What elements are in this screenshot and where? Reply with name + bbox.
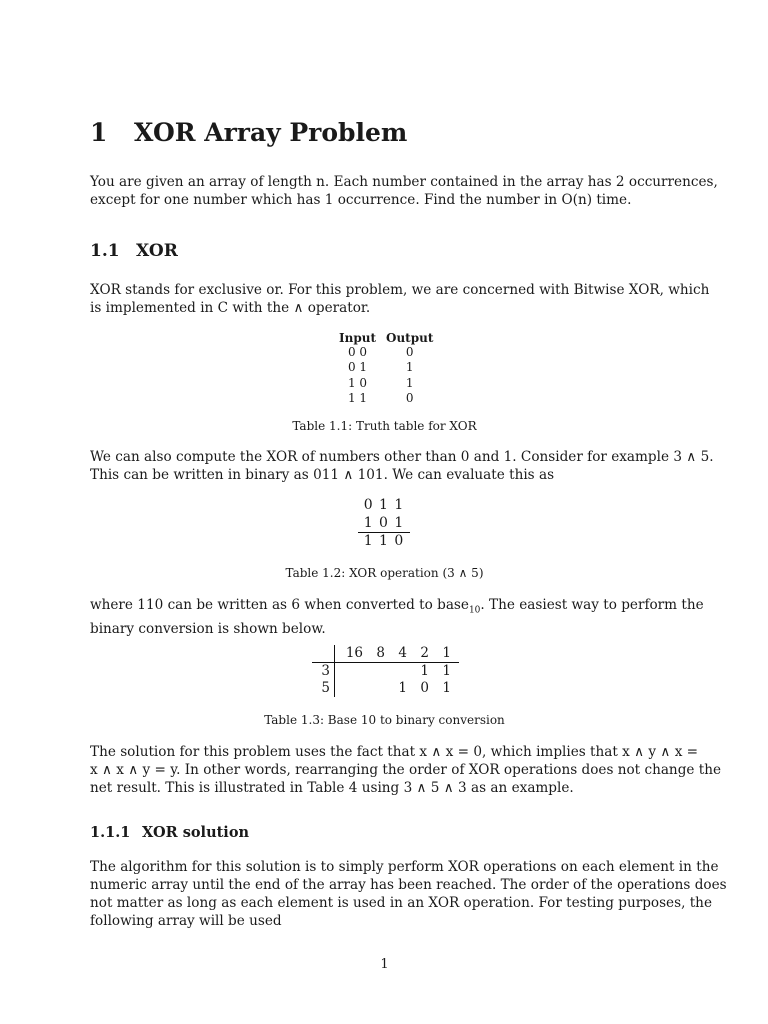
binary-table-cell bbox=[387, 663, 409, 681]
xor-operand-2: 1 0 1 bbox=[363, 515, 405, 531]
section-heading bbox=[90, 118, 407, 147]
solution-line-3: net result. This is illustrated in Table 4 using 3 ∧ 5 ∧ 3 as an example. bbox=[90, 780, 574, 796]
truth-table-header-input: Input bbox=[339, 331, 376, 345]
subsubsection-number: 1.1.1 bbox=[90, 824, 131, 841]
binary-table-cell: 1 bbox=[420, 663, 429, 679]
subsection-number: 1.1 bbox=[90, 241, 120, 261]
conversion-text-a: where 110 can be written as 6 when converted to base bbox=[90, 597, 469, 613]
solution-paragraph bbox=[90, 743, 722, 797]
solution-line-2: x ∧ x ∧ y = y. In other words, rearranging the order of XOR operations does not change the bbox=[90, 762, 722, 778]
algorithm-line-4: following array will be used bbox=[90, 913, 282, 929]
binary-conversion-table bbox=[312, 645, 459, 697]
binary-table-row-label: 3 bbox=[312, 663, 335, 681]
conversion-line-2: binary conversion is shown below. bbox=[90, 620, 326, 637]
conversion-subscript: 10 bbox=[468, 605, 481, 616]
binary-table-header: 1 bbox=[431, 645, 459, 663]
subsection-title: XOR bbox=[136, 241, 178, 261]
truth-table-output: 1 bbox=[405, 375, 414, 390]
compute-line-2: This can be written in binary as 011 ∧ 101. We can evaluate this as bbox=[90, 467, 555, 483]
compute-paragraph bbox=[90, 448, 714, 484]
section-number: 1 bbox=[90, 118, 108, 147]
truth-table-output: 0 bbox=[405, 345, 414, 359]
intro-line-1: You are given an array of length n. Each number contained in the array has 2 occurrences, bbox=[90, 174, 718, 190]
binary-table-caption: Table 1.3: Base 10 to binary conversion bbox=[264, 713, 505, 727]
intro-paragraph bbox=[90, 173, 718, 209]
binary-table-row bbox=[312, 680, 459, 697]
truth-table-caption: Table 1.1: Truth table for XOR bbox=[292, 419, 477, 433]
xor-result: 1 1 0 bbox=[358, 532, 410, 549]
page-number: 1 bbox=[380, 957, 389, 972]
xor-operation-caption: Table 1.2: XOR operation (3 ∧ 5) bbox=[285, 566, 484, 580]
subsection-heading bbox=[90, 241, 178, 261]
binary-table-row bbox=[312, 663, 459, 681]
subsubsection-heading bbox=[90, 824, 249, 841]
conversion-text-b: . The easiest way to perform the bbox=[480, 597, 704, 613]
xor-operand-1: 0 1 1 bbox=[363, 497, 405, 513]
binary-table-cell bbox=[335, 663, 366, 681]
binary-table-header: 2 bbox=[409, 645, 431, 663]
xor-line-1: XOR stands for exclusive or. For this problem, we are concerned with Bitwise XOR, which bbox=[90, 282, 710, 298]
solution-line-1: The solution for this problem uses the fact that x ∧ x = 0, which implies that x ∧ y ∧ x = bbox=[90, 744, 699, 760]
binary-table-cell: 1 bbox=[442, 663, 451, 679]
binary-table-corner bbox=[312, 645, 335, 663]
binary-table-header: 8 bbox=[365, 645, 387, 663]
compute-line-1: We can also compute the XOR of numbers other than 0 and 1. Consider for example 3 ∧ 5. bbox=[90, 449, 714, 465]
truth-table-row bbox=[334, 345, 438, 360]
algorithm-line-3: not matter as long as each element is used in an XOR operation. For testing purposes, the bbox=[90, 895, 712, 911]
truth-table-row bbox=[334, 360, 438, 375]
truth-table-row bbox=[334, 391, 438, 406]
binary-table-row-label: 5 bbox=[312, 680, 335, 697]
truth-table-output: 1 bbox=[405, 360, 414, 375]
xor-line-2: is implemented in C with the ∧ operator. bbox=[90, 300, 371, 316]
truth-table-input: 0 1 bbox=[347, 360, 368, 375]
truth-table-input: 1 1 bbox=[347, 391, 368, 406]
binary-table-cell: 1 bbox=[398, 680, 407, 696]
truth-table-header-output: Output bbox=[386, 331, 434, 345]
intro-line-2: except for one number which has 1 occurrence. Find the number in O(n) time. bbox=[90, 192, 632, 208]
truth-table-row bbox=[334, 376, 438, 391]
algorithm-line-2: numeric array until the end of the array has been reached. The order of the operations does bbox=[90, 877, 727, 893]
binary-table-cell: 1 bbox=[442, 680, 451, 696]
conversion-paragraph bbox=[90, 596, 704, 638]
algorithm-line-1: The algorithm for this solution is to simply perform XOR operations on each element in the bbox=[90, 859, 719, 875]
binary-table-header: 16 bbox=[335, 645, 366, 663]
xor-paragraph bbox=[90, 281, 710, 317]
conversion-line-1 bbox=[90, 596, 704, 620]
binary-table-cell bbox=[335, 680, 366, 697]
binary-table-cell: 0 bbox=[420, 680, 429, 696]
xor-operation bbox=[358, 496, 410, 549]
truth-table-input: 1 0 bbox=[347, 375, 368, 390]
truth-table bbox=[334, 331, 438, 407]
truth-table-input: 0 0 bbox=[347, 345, 368, 359]
algorithm-paragraph bbox=[90, 858, 727, 930]
truth-table-output: 0 bbox=[405, 391, 414, 406]
binary-table-header: 4 bbox=[387, 645, 409, 663]
subsubsection-title: XOR solution bbox=[142, 824, 250, 841]
binary-table-header-row bbox=[312, 645, 459, 663]
binary-table-cell bbox=[365, 680, 387, 697]
section-title: XOR Array Problem bbox=[134, 118, 408, 147]
binary-table-cell bbox=[365, 663, 387, 681]
